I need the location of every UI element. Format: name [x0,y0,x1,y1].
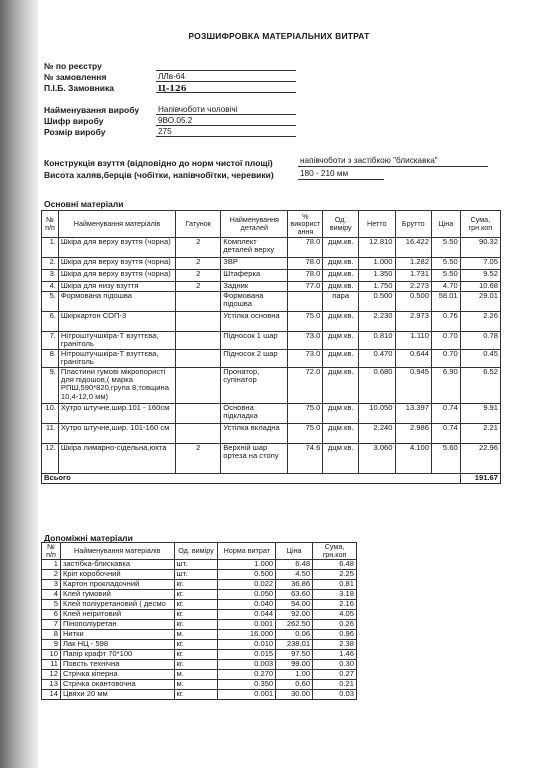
sum-cell: 0.78 [460,332,500,350]
aux-table-row [42,560,357,570]
grade-cell [176,292,221,312]
net-cell: 1.350 [359,270,395,282]
net-cell: 2.240 [359,423,395,443]
price-cell: 4.70 [431,282,460,292]
aux-unit-cell: м. [174,670,218,680]
part-name-cell: Формована підошва [221,292,288,312]
aux-sum-cell: 0.26 [313,620,357,630]
aux-table-row [42,640,357,650]
gross-cell: 0.644 [395,349,431,367]
aux-price-cell: 0.06 [276,630,313,640]
construction-value: напівчоботи з застібкою "блискавка" [300,156,438,165]
aux-norm-cell: 0.015 [218,650,276,660]
material-name-cell: Шкіра для низу взуття [58,282,175,292]
product-code-line [156,125,296,126]
aux-price-cell: 238.01 [276,640,313,650]
aux-row-number-cell: 8 [42,630,61,640]
aux-sum-cell: 2.25 [313,570,357,580]
usage-percent-cell: 78.0 [288,238,323,258]
aux-table-row [42,580,357,590]
aux-norm-cell: 0.040 [218,600,276,610]
usage-percent-cell: 75.0 [288,312,323,332]
part-name-cell: Устілка основна [221,312,288,332]
col-part-header: Найменування деталей [221,211,288,238]
main-table-row [42,238,501,258]
aux-price-cell: 99.00 [276,660,313,670]
main-table-row [42,282,501,292]
gross-cell: 2.986 [395,423,431,443]
aux-unit-cell: кг. [174,690,218,700]
aux-material-name-cell: Клей гумовий [60,590,174,600]
price-cell: 0.70 [431,332,460,350]
aux-table-header-row [42,543,357,560]
aux-col-norm-header: Норма витрат [218,543,276,560]
grade-cell [176,367,221,403]
aux-material-name-cell: Кріп коробочний [60,570,174,580]
usage-percent-cell: 75.0 [288,403,323,423]
sum-cell: 9.52 [460,270,500,282]
grade-cell: 2 [176,258,221,270]
construction-label: Конструкція взуття (відповідно до норм чистої площі) [44,158,273,168]
material-name-cell: Пластини гумові мікропористі для підошов,( марка РПШ,590*820,група 8,товщина 10,4-12,0 мм) [58,367,175,403]
col-gross-header: Брутто [395,211,431,238]
aux-table-row [42,570,357,580]
aux-norm-cell: 0.270 [218,670,276,680]
aux-sum-cell: 2.38 [313,640,357,650]
aux-sum-cell: 0.96 [313,630,357,640]
sum-cell: 90.32 [460,238,500,258]
col-number-header: № п/п [42,211,59,238]
aux-sum-cell: 0.27 [313,670,357,680]
unit-cell: дцм.кв. [323,403,359,423]
order-number-line [156,81,296,82]
aux-col-unit-header: Од. виміру [174,543,218,560]
gross-cell: 0.500 [395,292,431,312]
row-number-cell: 7. [42,332,59,350]
main-table-header-row [42,211,501,238]
net-cell: 0.500 [359,292,395,312]
main-table-row [42,423,501,443]
aux-col-number-header: № п/п [42,543,61,560]
grade-cell: 2 [176,270,221,282]
aux-row-number-cell: 13 [42,680,61,690]
aux-row-number-cell: 7 [42,620,61,630]
product-code-label: Шифр виробу [44,116,104,126]
row-number-cell: 5. [42,292,59,312]
aux-norm-cell: 0.003 [218,660,276,670]
aux-norm-cell: 0.010 [218,640,276,650]
usage-percent-cell [288,292,323,312]
aux-price-cell: 54.00 [276,600,313,610]
aux-row-number-cell: 9 [42,640,61,650]
unit-cell: дцм.кв. [323,423,359,443]
part-name-cell: Штаферка [221,270,288,282]
grade-cell [176,403,221,423]
main-table-row [42,312,501,332]
product-size-label: Розмір виробу [44,127,106,137]
net-cell: 1.000 [359,258,395,270]
aux-price-cell: 262.50 [276,620,313,630]
aux-col-sum-header: Сума, грн.коп [313,543,357,560]
sum-cell: 2.26 [460,312,500,332]
aux-unit-cell: кг. [174,620,218,630]
aux-price-cell: 0.60 [276,680,313,690]
col-material-header: Найменування матеріалів [58,211,175,238]
aux-material-name-cell: Повсть технічна [60,660,174,670]
main-total-value: 191.67 [460,473,500,483]
main-materials-table [41,210,501,484]
aux-sum-cell: 6.48 [313,560,357,570]
aux-row-number-cell: 2 [42,570,61,580]
aux-unit-cell: кг. [174,660,218,670]
material-name-cell: Шкіра для верху взуття (чорна) [58,238,175,258]
usage-percent-cell: 78.0 [288,258,323,270]
aux-unit-cell: кг. [174,600,218,610]
aux-table-row [42,590,357,600]
row-number-cell: 11. [42,423,59,443]
aux-table-row [42,620,357,630]
registry-number-label: № по реєстру [44,61,102,71]
net-cell: 0.810 [359,332,395,350]
aux-table-row [42,660,357,670]
aux-unit-cell: шт. [174,560,218,570]
material-name-cell: Нітроштучшкіра-Т взуттєва, гранітоль [58,349,175,367]
usage-percent-cell: 73.0 [288,349,323,367]
row-number-cell: 3. [42,270,59,282]
main-table-row [42,403,501,423]
aux-norm-cell: 0.001 [218,690,276,700]
row-number-cell: 10. [42,403,59,423]
aux-material-name-cell: Стрічка кіперна [60,670,174,680]
price-cell: 0.70 [431,349,460,367]
main-table-row [42,367,501,403]
gross-cell: 0.945 [395,367,431,403]
aux-materials-heading: Допоміжні матеріали [44,533,133,543]
row-number-cell: 8. [42,349,59,367]
aux-unit-cell: м. [174,680,218,690]
main-table-row [42,258,501,270]
row-number-cell: 12. [42,443,59,473]
aux-row-number-cell: 1 [42,560,61,570]
aux-norm-cell: 16.000 [218,630,276,640]
material-name-cell: Шкіра для верху взуття (чорна) [58,270,175,282]
net-cell: 0.470 [359,349,395,367]
aux-row-number-cell: 4 [42,590,61,600]
shaft-height-line [298,179,384,180]
aux-table-row [42,650,357,660]
aux-material-name-cell: Клей поліуретановий ( десмо [60,600,174,610]
main-total-label: Всього [42,473,461,483]
aux-table-row [42,680,357,690]
part-name-cell: Устілка вкладна [221,423,288,443]
aux-table-row [42,610,357,620]
net-cell: 1.750 [359,282,395,292]
sum-cell: 29.01 [460,292,500,312]
product-code-value: 9ВО.05.2 [158,116,193,125]
aux-material-name-cell: Картон прокладочний [60,580,174,590]
aux-sum-cell: 0.30 [313,660,357,670]
main-table-row [42,270,501,282]
aux-col-material-header: Найменування матеріалів [60,543,174,560]
aux-sum-cell: 0.21 [313,680,357,690]
aux-table-row [42,600,357,610]
aux-row-number-cell: 14 [42,690,61,700]
main-total-row [42,473,501,483]
net-cell: 3.060 [359,443,395,473]
unit-cell: дцм.кв. [323,270,359,282]
row-number-cell: 1. [42,238,59,258]
usage-percent-cell: 75.0 [288,423,323,443]
customer-name-label: П.І.Б. Замовника [44,83,115,93]
aux-table-row [42,670,357,680]
aux-sum-cell: 0.81 [313,580,357,590]
main-materials-heading: Основні матеріали [44,199,124,209]
price-cell: 58.01 [431,292,460,312]
order-number-value: ЛЛв-64 [158,72,185,81]
aux-price-cell: 1.00 [276,670,313,680]
unit-cell: дцм.кв. [323,312,359,332]
grade-cell [176,312,221,332]
aux-unit-cell: шт. [174,570,218,580]
aux-material-name-cell: Стрічка окантовочна [60,680,174,690]
aux-material-name-cell: застібка-блискавка [60,560,174,570]
main-table-row [42,292,501,312]
aux-unit-cell: кг. [174,610,218,620]
col-grade-header: Гатунок [176,211,221,238]
aux-norm-cell: 0.050 [218,590,276,600]
gross-cell: 1.110 [395,332,431,350]
part-name-cell: Основна підкладка [221,403,288,423]
row-number-cell: 9. [42,367,59,403]
material-name-cell: Шкіра лимарно-сідельна,юхта [58,443,175,473]
aux-unit-cell: кг. [174,650,218,660]
part-name-cell: Задник [221,282,288,292]
unit-cell: дцм.кв. [323,282,359,292]
material-name-cell: Шкіркартон СОП-3 [58,312,175,332]
gross-cell: 1.731 [395,270,431,282]
aux-material-name-cell: Нитки [60,630,174,640]
net-cell: 12.810 [359,238,395,258]
grade-cell [176,349,221,367]
aux-sum-cell: 1.46 [313,650,357,660]
aux-price-cell: 97.50 [276,650,313,660]
unit-cell: дцм.кв. [323,443,359,473]
product-name-label: Найменування виробу [44,105,140,115]
net-cell: 10.050 [359,403,395,423]
row-number-cell: 4. [42,282,59,292]
aux-price-cell: 30.00 [276,690,313,700]
aux-table-row [42,630,357,640]
aux-row-number-cell: 10 [42,650,61,660]
construction-line [298,166,488,167]
customer-name-value: Ц-126 [158,83,187,93]
main-table-row [42,332,501,350]
part-name-cell: Підносок 1 шар [221,332,288,350]
aux-norm-cell: 0.500 [218,570,276,580]
aux-unit-cell: кг. [174,580,218,590]
usage-percent-cell: 74.6 [288,443,323,473]
unit-cell: дцм.кв. [323,367,359,403]
shaft-height-label: Висота халяв,берців (чобітки, напівчобітки, черевики) [44,170,274,180]
net-cell: 0.680 [359,367,395,403]
aux-unit-cell: м. [174,630,218,640]
aux-material-name-cell: Цвяхи 20 мм [60,690,174,700]
customer-name-line [156,92,296,93]
aux-material-name-cell: Пінополіуретан [60,620,174,630]
order-number-label: № замовлення [44,72,107,82]
unit-cell: дцм.кв. [323,332,359,350]
product-name-line [156,114,296,115]
net-cell: 2.230 [359,312,395,332]
aux-price-cell: 6.48 [276,560,313,570]
gross-cell: 2.273 [395,282,431,292]
product-size-value: 275 [158,127,172,136]
row-number-cell: 2. [42,258,59,270]
aux-norm-cell: 0.001 [218,620,276,630]
part-name-cell: Комплект деталей верху [221,238,288,258]
aux-row-number-cell: 12 [42,670,61,680]
grade-cell: 2 [176,443,221,473]
unit-cell: дцм.кв. [323,349,359,367]
aux-norm-cell: 0.022 [218,580,276,590]
aux-norm-cell: 1.000 [218,560,276,570]
usage-percent-cell: 72.0 [288,367,323,403]
price-cell: 5.50 [431,258,460,270]
usage-percent-cell: 78.0 [288,270,323,282]
aux-materials-table [41,542,357,700]
col-usage-header: % використ ання [288,211,323,238]
aux-sum-cell: 3.18 [313,590,357,600]
row-number-cell: 6. [42,312,59,332]
unit-cell: пара [323,292,359,312]
material-name-cell: Шкіра для верху взуття (чорна) [58,258,175,270]
aux-sum-cell: 4.05 [313,610,357,620]
col-net-header: Нетто [359,211,395,238]
material-name-cell: Хутро штучне,шир.101 - 160см [58,403,175,423]
price-cell: 5.50 [431,238,460,258]
grade-cell [176,423,221,443]
product-size-line [156,136,296,137]
col-price-header: Ціна [431,211,460,238]
part-name-cell: Верхній шар ортеза на стопу [221,443,288,473]
grade-cell [176,332,221,350]
product-name-value: Напівчоботи чоловічі [158,105,238,114]
material-name-cell: Формована підошва [58,292,175,312]
aux-table-row [42,690,357,700]
aux-material-name-cell: Лак НЦ - 598 [60,640,174,650]
grade-cell: 2 [176,282,221,292]
main-table-row [42,349,501,367]
price-cell: 6.90 [431,367,460,403]
aux-unit-cell: кг. [174,640,218,650]
document-title: РОЗШИФРОВКА МАТЕРІАЛЬНИХ ВИТРАТ [188,31,370,41]
gross-cell: 2.973 [395,312,431,332]
part-name-cell: Підносок 2 шар [221,349,288,367]
aux-sum-cell: 0.03 [313,690,357,700]
aux-price-cell: 63.60 [276,590,313,600]
gross-cell: 1.282 [395,258,431,270]
col-unit-header: Од. виміру [323,211,359,238]
aux-row-number-cell: 11 [42,660,61,670]
aux-norm-cell: 0.350 [218,680,276,690]
aux-col-price-header: Ціна [276,543,313,560]
sum-cell: 7.05 [460,258,500,270]
unit-cell: дцм.кв. [323,258,359,270]
aux-unit-cell: кг. [174,590,218,600]
gross-cell: 4.100 [395,443,431,473]
gross-cell: 16.422 [395,238,431,258]
price-cell: 0.74 [431,403,460,423]
sum-cell: 2.21 [460,423,500,443]
material-name-cell: Хутро штучне,шир. 101-160 см [58,423,175,443]
aux-sum-cell: 2.16 [313,600,357,610]
aux-row-number-cell: 3 [42,580,61,590]
sum-cell: 6.52 [460,367,500,403]
material-name-cell: Нітроштучшкіра-Т взуттєва, гранітоль [58,332,175,350]
grade-cell: 2 [176,238,221,258]
sum-cell: 22.96 [460,443,500,473]
aux-row-number-cell: 6 [42,610,61,620]
sum-cell: 10.68 [460,282,500,292]
part-name-cell: ЗВР [221,258,288,270]
aux-material-name-cell: Папір крафт 70*100 [60,650,174,660]
aux-row-number-cell: 5 [42,600,61,610]
price-cell: 5.50 [431,270,460,282]
sum-cell: 9.91 [460,403,500,423]
aux-norm-cell: 0.044 [218,610,276,620]
registry-number-line [156,70,296,71]
sum-cell: 0.45 [460,349,500,367]
price-cell: 0.74 [431,423,460,443]
usage-percent-cell: 77.0 [288,282,323,292]
shaft-height-value: 180 - 210 мм [300,169,349,178]
col-sum-header: Сума, грн.коп [460,211,500,238]
main-table-row [42,443,501,473]
aux-material-name-cell: Клей неіритовий [60,610,174,620]
aux-price-cell: 36.86 [276,580,313,590]
aux-price-cell: 4.50 [276,570,313,580]
price-cell: 0.76 [431,312,460,332]
scan-edge-shadow [0,0,38,768]
price-cell: 5.60 [431,443,460,473]
aux-price-cell: 92.00 [276,610,313,620]
unit-cell: дцм.кв. [323,238,359,258]
usage-percent-cell: 73.0 [288,332,323,350]
part-name-cell: Пронатор, супінатор [221,367,288,403]
gross-cell: 13.397 [395,403,431,423]
